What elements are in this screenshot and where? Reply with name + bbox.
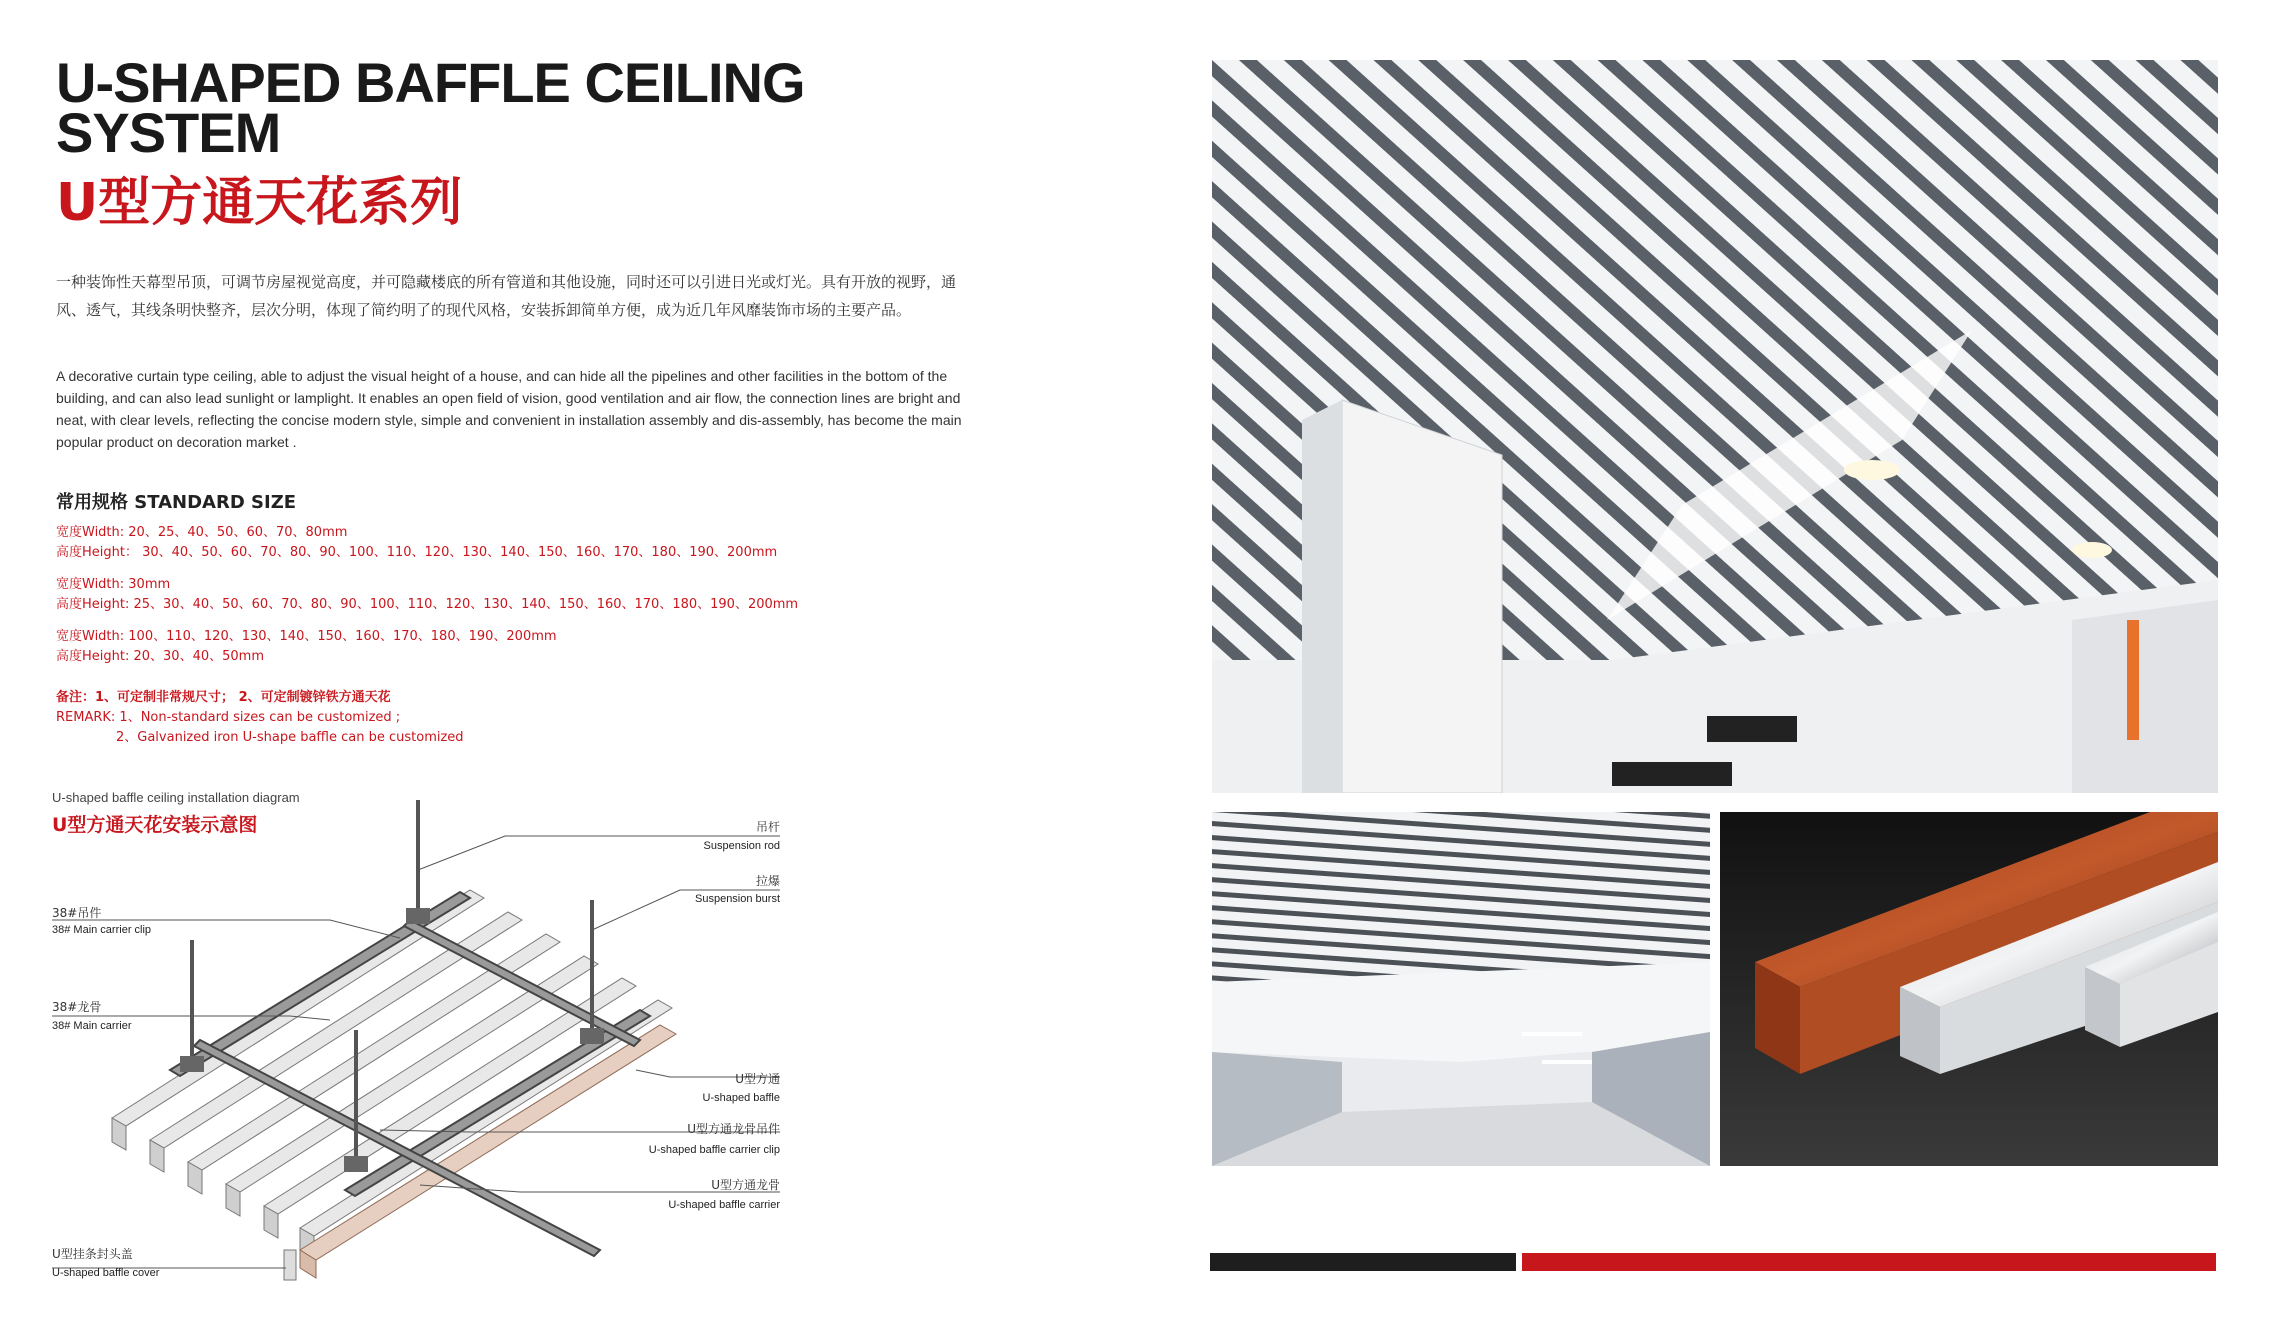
ceiling-photo-corridor [1212,812,1710,1166]
spec-height-3: 高度Height: 20、30、40、50mm [56,649,264,664]
u-baffle-cover-shape [284,1250,296,1280]
label-u-baffle-cover-cn: U型挂条封头盖 [52,1247,133,1261]
description-cn: 一种装饰性天幕型吊顶，可调节房屋视觉高度，并可隐藏楼底的所有管道和其他设施，同时还可以引进日光或灯光。具有开放的视野，通风、透气，其线条明快整齐，层次分明，体现了简约明了的现代风格，安装拆卸简单方便，成为近几年风靡装饰市场的主要产品。 [56,273,957,319]
label-main-carrier-cn: 38#龙骨 [52,1000,102,1014]
label-u-baffle-clip-cn: U型方通龙骨吊件 [687,1122,780,1136]
label-suspension-burst-cn: 拉爆 [755,874,780,888]
footer-bar-dark [1210,1253,1516,1271]
remark-en-2: 2、Galvanized iron U-shape baffle can be customized [116,730,464,745]
remark-cn: 备注：1、可定制非常规尺寸； 2、可定制镀锌铁方通天花 [56,690,391,705]
remark-en-1: REMARK: 1、Non-standard sizes can be customized ; [56,710,401,725]
spec-width-3: 宽度Width: 100、110、120、130、140、150、160、170、180、190、200mm [56,629,557,644]
label-u-baffle-carrier-en: U-shaped baffle carrier [668,1199,780,1211]
ceiling-photo-large [1212,60,2218,793]
label-u-baffle-carrier-cn: U型方通龙骨 [711,1178,780,1192]
page-title-cn: U型方通天花系列 [56,173,463,233]
label-main-carrier-clip-en: 38# Main carrier clip [52,924,152,936]
page-title-en: U-SHAPED BAFFLE CEILING SYSTEM [56,51,805,164]
spec-width-1: 宽度Width: 20、25、40、50、60、70、80mm [56,525,348,540]
baffle-profiles-photo [1720,812,2218,1166]
spec-height-1: 高度Height： 30、40、50、60、70、80、90、100、110、120、130、140、150、160、170、180、190、200mm [56,545,778,560]
label-suspension-burst-en: Suspension burst [695,893,780,905]
label-main-carrier-clip-cn: 38#吊件 [52,906,102,920]
spec-height-2: 高度Height: 25、30、40、50、60、70、80、90、100、110、120、130、140、150、160、170、180、190、200mm [56,597,799,612]
footer-bar-red [1522,1253,2216,1271]
label-suspension-rod-en: Suspension rod [703,840,780,852]
diagram-title-cn: U型方通天花安装示意图 [52,814,258,836]
label-u-baffle-clip-en: U-shaped baffle carrier clip [648,1144,780,1156]
diagram-title-en: U-shaped baffle ceiling installation diagram [52,790,300,805]
description-en: A decorative curtain type ceiling, able to adjust the visual height of a house, and can hide all the pipelines and other facilities in the bottom of the building, and can also lead sunlight or lamplight. It enables an open field of vision, good ventilation and air flow, the connection lines are bright and neat, with clear levels, reflecting the concise modern style, simple and convenient in installation assembly and dis-assembly, has become the main popular product on decoration market . [56,368,962,450]
installation-diagram [0,780,1000,1300]
label-u-baffle-cover-en: U-shaped baffle cover [52,1267,160,1279]
label-u-baffle-en: U-shaped baffle [702,1092,780,1104]
label-u-baffle-cn: U型方通 [735,1072,780,1086]
label-main-carrier-en: 38# Main carrier [52,1020,132,1032]
label-suspension-rod-cn: 吊杆 [755,820,780,834]
standard-size-heading: 常用规格 STANDARD SIZE [56,492,297,513]
spec-width-2: 宽度Width: 30mm [56,577,171,592]
